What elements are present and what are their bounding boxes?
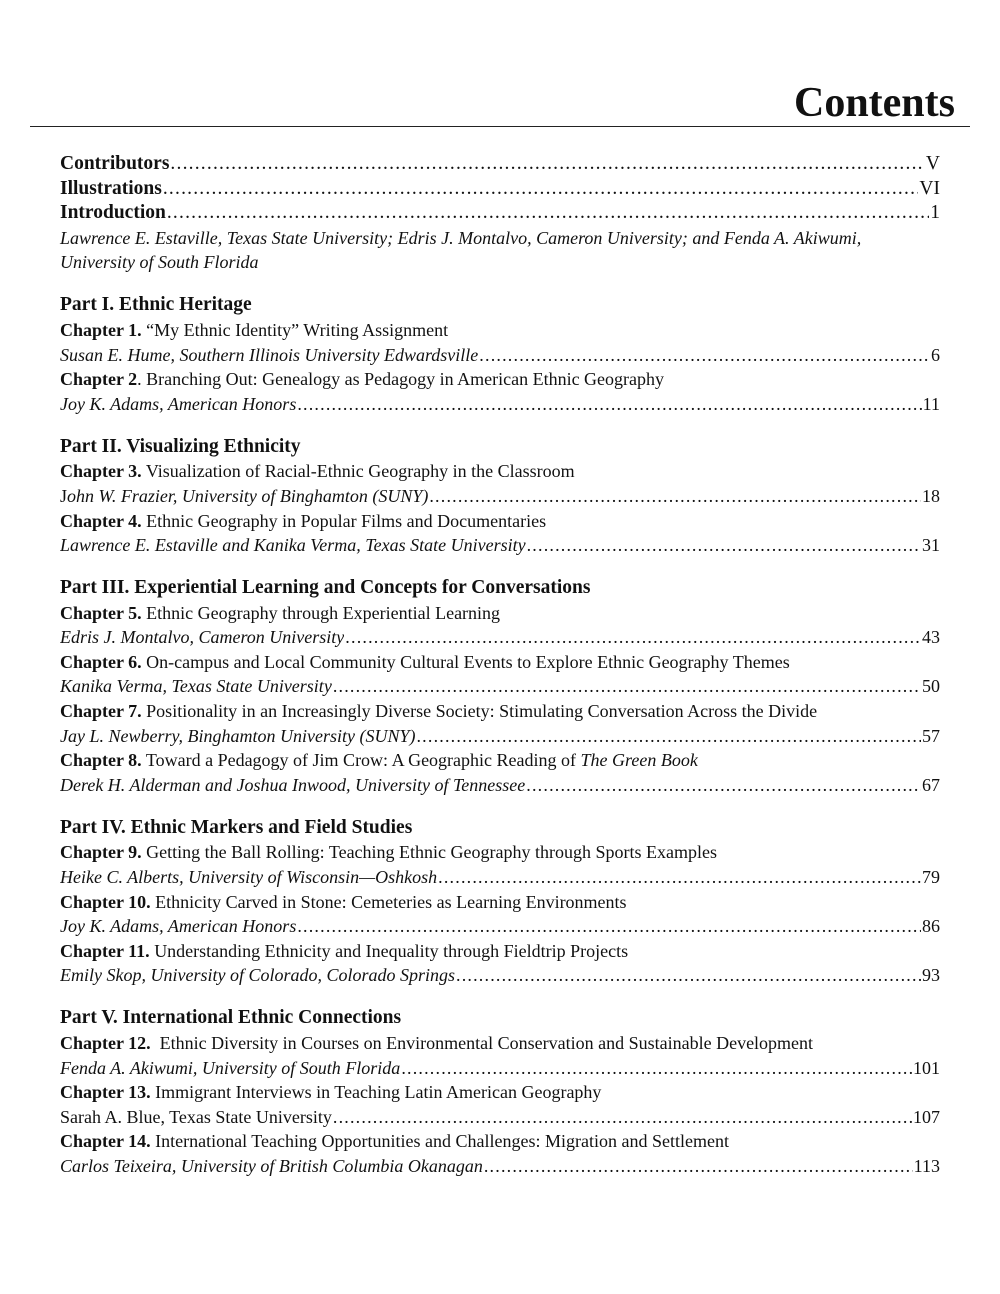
chapter-author: ohn W. Frazier, University of Binghamton (SUNY) — [67, 485, 429, 506]
chapter-number: Chapter 7. — [60, 701, 142, 722]
chapter-title-line[interactable] — [60, 1129, 940, 1154]
book-title: The Green Book — [580, 750, 698, 771]
chapter-title-line[interactable] — [60, 601, 940, 626]
page-number: 43 — [922, 627, 940, 648]
dot-leader — [401, 1056, 912, 1081]
intro-authors: Lawrence E. Estaville, Texas State University; Edris J. Montalvo, Cameron University; and Fenda A. Akiwumi, University of South Florida — [60, 227, 862, 273]
chapter-author: Sarah A. Blue, Texas State University — [60, 1106, 332, 1127]
page-number: 31 — [922, 535, 940, 556]
chapter-title: On-campus and Local Community Cultural Events to Explore Ethnic Geography Themes — [146, 651, 790, 672]
dot-leader — [345, 625, 921, 650]
chapter-author-line[interactable] — [60, 1154, 940, 1179]
page-number: VI — [919, 177, 940, 199]
dot-leader — [438, 865, 921, 890]
chapter-title: Ethnic Diversity in Courses on Environmental Conservation and Sustainable Development — [159, 1032, 814, 1053]
chapter-title-line[interactable] — [60, 890, 940, 915]
part-heading: Part III. Experiential Learning and Concepts for Conversations — [60, 577, 591, 599]
chapter-title: . Branching Out: Genealogy as Pedagogy in American Ethnic Geography — [137, 369, 665, 390]
part-heading: Part I. Ethnic Heritage — [60, 294, 252, 316]
chapter-author-line[interactable] — [60, 392, 940, 417]
page-number: 79 — [922, 867, 940, 887]
page-number: 93 — [922, 965, 940, 986]
dot-leader — [527, 533, 921, 558]
chapter-title-line[interactable] — [60, 459, 940, 484]
page-title: Contents — [793, 80, 955, 126]
chapter-number: Chapter 2 — [60, 369, 138, 390]
dot-leader — [526, 773, 921, 798]
chapter-author: Susan E. Hume, Southern Illinois University Edwardsville — [60, 344, 479, 365]
chapter-title: Ethnic Geography in Popular Films and Documentaries — [146, 510, 547, 531]
chapter-title-line[interactable] — [60, 840, 940, 865]
chapter-author: Derek H. Alderman and Joshua Inwood, University of Tennessee — [60, 774, 526, 795]
dot-leader — [416, 724, 921, 749]
title-divider — [30, 126, 970, 127]
dot-leader — [333, 1105, 912, 1130]
page-number: 18 — [922, 485, 940, 506]
page-number: 86 — [922, 916, 940, 937]
chapter-title-line[interactable] — [60, 367, 940, 392]
chapter-title: Toward a Pedagogy of Jim Crow: A Geographic Reading of — [145, 750, 577, 771]
chapter-author: Joy K. Adams, American Honors — [60, 916, 297, 937]
page-number: 113 — [913, 1155, 940, 1176]
entry-label: Illustrations — [60, 177, 162, 199]
dot-leader — [429, 484, 921, 509]
chapter-title-line[interactable] — [60, 748, 940, 773]
chapter-number: Chapter 3. — [60, 461, 142, 482]
chapter-author-line[interactable] — [60, 1105, 940, 1130]
page-number: 1 — [930, 202, 940, 224]
chapter-number: Chapter 9. — [60, 842, 142, 863]
chapter-author-line[interactable] — [60, 865, 940, 890]
chapter-author-line[interactable] — [60, 914, 940, 939]
chapter-title-line[interactable] — [60, 318, 940, 343]
page-number: 50 — [922, 676, 940, 697]
entry-label: Contributors — [60, 153, 170, 174]
chapter-author: Carlos Teixeira, University of British Columbia Okanagan — [60, 1155, 483, 1176]
dot-leader — [484, 1154, 913, 1179]
chapter-title: Positionality in an Increasingly Diverse Society: Stimulating Conversation Across the Divide — [146, 701, 818, 722]
chapter-author: Kanika Verma, Texas State University — [60, 676, 332, 697]
chapter-author-line[interactable] — [60, 484, 940, 509]
page-number: 101 — [913, 1057, 940, 1078]
chapter-title-line[interactable] — [60, 509, 940, 534]
chapter-author: Emily Skop, University of Colorado, Colorado Springs — [60, 965, 455, 986]
toc-entry-contributors[interactable] — [60, 152, 940, 177]
dot-leader — [333, 674, 921, 699]
page-number: 67 — [922, 774, 940, 795]
toc-entry-introduction[interactable] — [60, 201, 940, 226]
dot-leader — [297, 914, 921, 939]
chapter-number: Chapter 1. — [60, 319, 142, 340]
chapter-title-line[interactable] — [60, 1031, 940, 1056]
chapter-number: Chapter 10. — [60, 891, 151, 912]
part-heading: Part IV. Ethnic Markers and Field Studies — [60, 816, 413, 838]
chapter-number: Chapter 4. — [60, 510, 142, 531]
chapter-number: Chapter 12. — [60, 1032, 151, 1053]
chapter-author: Lawrence E. Estaville and Kanika Verma, Texas State University — [60, 535, 526, 556]
chapter-number: Chapter 5. — [60, 602, 142, 623]
chapter-author: Jay L. Newberry, Binghamton University (SUNY) — [60, 725, 416, 746]
chapter-author-line[interactable] — [60, 533, 940, 558]
chapter-title-line[interactable] — [60, 699, 940, 724]
chapter-number: Chapter 11. — [60, 940, 150, 961]
chapter-author-line[interactable] — [60, 963, 940, 988]
chapter-author: Joy K. Adams, American Honors — [60, 393, 297, 414]
chapter-title: Visualization of Racial-Ethnic Geography in the Classroom — [145, 461, 575, 482]
dot-leader — [456, 963, 921, 988]
dot-leader — [479, 343, 930, 368]
chapter-author: Edris J. Montalvo, Cameron University — [60, 627, 345, 648]
dot-leader — [167, 201, 929, 226]
chapter-author-line[interactable] — [60, 625, 940, 650]
chapter-author-line[interactable] — [60, 724, 940, 749]
chapter-title: International Teaching Opportunities and Challenges: Migration and Settlement — [155, 1131, 729, 1152]
chapter-title-line[interactable] — [60, 939, 940, 964]
chapter-title: Immigrant Interviews in Teaching Latin American Geography — [155, 1082, 602, 1103]
chapter-author-wrap — [60, 484, 428, 509]
chapter-number: Chapter 13. — [60, 1082, 151, 1103]
chapter-author: Heike C. Alberts, University of Wisconsin—Oshkosh — [60, 867, 438, 887]
dot-leader — [297, 392, 921, 417]
page-number: 57 — [922, 725, 940, 746]
dot-leader — [163, 177, 919, 202]
part-heading: Part II. Visualizing Ethnicity — [60, 435, 301, 457]
chapter-author-line[interactable] — [60, 674, 940, 699]
chapter-title: Understanding Ethnicity and Inequality through Fieldtrip Projects — [154, 940, 629, 961]
chapter-title: “My Ethnic Identity” Writing Assignment — [146, 319, 449, 340]
chapter-author-line[interactable] — [60, 343, 940, 368]
table-of-contents — [60, 152, 940, 1179]
chapter-number: Chapter 6. — [60, 651, 142, 672]
dot-leader — [170, 152, 924, 177]
chapter-author-line[interactable] — [60, 773, 940, 798]
chapter-title-line[interactable] — [60, 1080, 940, 1105]
page-number: 107 — [913, 1106, 940, 1127]
chapter-title: Ethnicity Carved in Stone: Cemeteries as Learning Environments — [155, 891, 627, 912]
chapter-title: Ethnic Geography through Experiential Learning — [146, 602, 501, 623]
page-number: 6 — [931, 344, 940, 365]
chapter-title-line[interactable] — [60, 650, 940, 675]
page-number: V — [925, 153, 940, 174]
chapter-author: Fenda A. Akiwumi, University of South Florida — [60, 1057, 401, 1078]
chapter-number: Chapter 14. — [60, 1131, 151, 1152]
page-number: 11 — [922, 393, 940, 414]
chapter-title: Getting the Ball Rolling: Teaching Ethnic Geography through Sports Examples — [146, 842, 717, 863]
chapter-author-line[interactable] — [60, 1056, 940, 1081]
entry-label: Introduction — [60, 202, 166, 224]
chapter-author-initial: J — [60, 485, 68, 506]
part-heading: Part V. International Ethnic Connections — [60, 1007, 402, 1029]
toc-entry-illustrations[interactable] — [60, 177, 940, 202]
chapter-number: Chapter 8. — [60, 750, 142, 771]
